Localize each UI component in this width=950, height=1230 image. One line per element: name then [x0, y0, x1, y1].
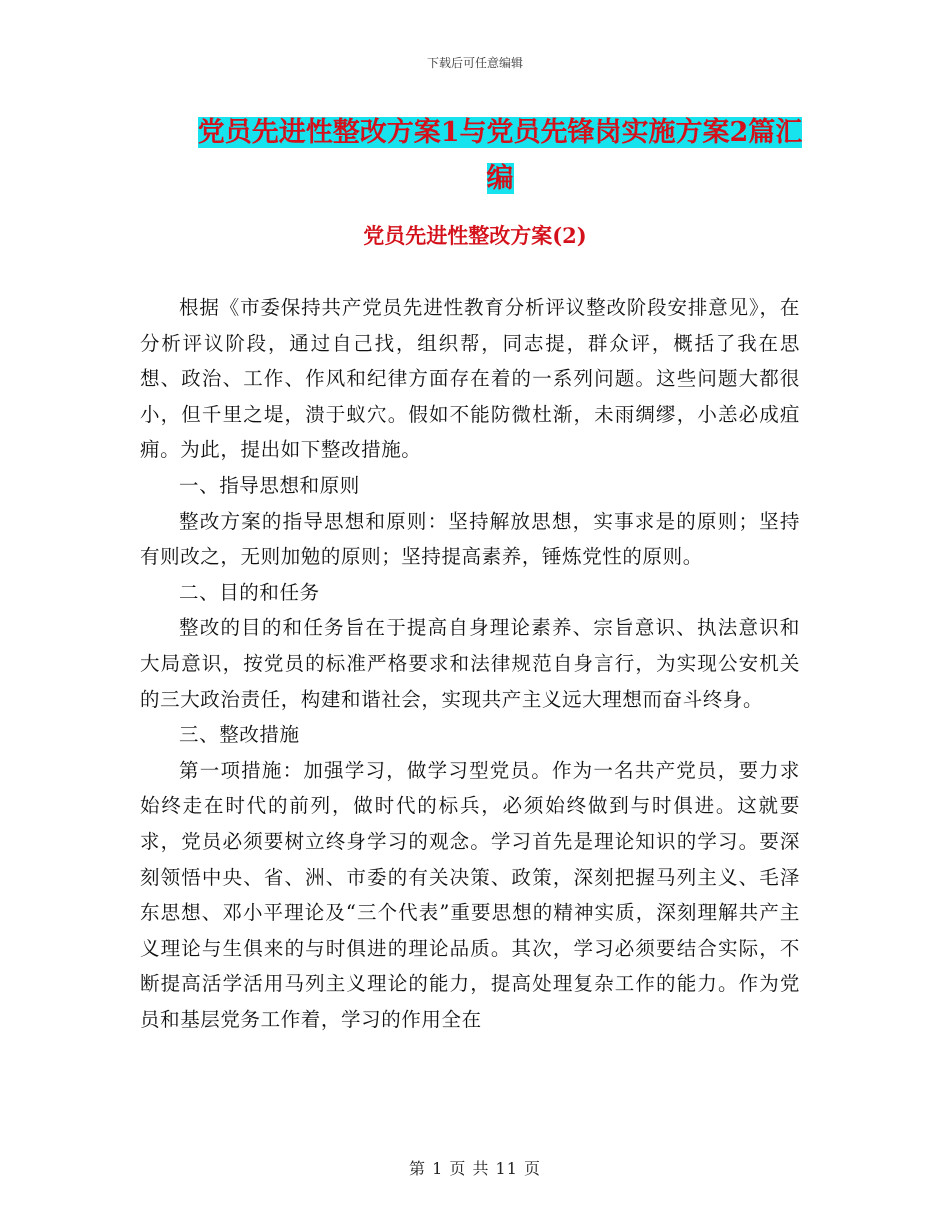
header-note: 下载后可任意编辑: [426, 56, 523, 70]
heading-measures: 三、整改措施: [179, 723, 300, 747]
document-title-line2: 编: [486, 163, 514, 194]
paragraph-guiding-principles: 整改方案的指导思想和原则：坚持解放思想，实事求是的原则；坚持有则改之，无则加勉的原则；坚持提高素养，锤炼党性的原则。: [140, 509, 800, 569]
paragraph-measure-one: 第一项措施：加强学习，做学习型党员。作为一名共产党员，要力求始终走在时代的前列，做时代的标兵，必须始终做到与时俱进。这就要求，党员必须要树立终身学习的观念。学习首先是理论知识的学习。要深刻领悟中央、省、洲、市委的有关决策、政策，深刻把握马列主义、毛泽东思想、邓小平理论及“三个代表”重要思想的精神实质，深刻理解共产主义理论与生俱来的与时俱进的理论品质。其次，学习必须要结合实际，不断提高活学活用马列主义理论的能力，提高处理复杂工作的能力。作为党员和基层党务工作着，学习的作用全在: [140, 758, 800, 1031]
section-subtitle: 党员先进性整改方案(2): [363, 223, 587, 248]
document-title-line1: 党员先进性整改方案1与党员先锋岗实施方案2篇汇: [197, 117, 803, 148]
page-footer: 第 1 页 共 11 页: [409, 1159, 541, 1178]
heading-goals-tasks: 二、目的和任务: [179, 580, 320, 604]
paragraph-intro: 根据《市委保持共产党员先进性教育分析评议整改阶段安排意见》，在分析评议阶段，通过自己找，组织帮，同志提，群众评，概括了我在思想、政治、工作、作风和纪律方面存在着的一系列问题。这些问题大都很小，但千里之堤，溃于蚁穴。假如不能防微杜渐，未雨绸缪，小恙必成疽痈。为此，提出如下整改措施。: [140, 296, 800, 462]
heading-guiding-principles: 一、指导思想和原则: [179, 473, 360, 497]
paragraph-goals-tasks: 整改的目的和任务旨在于提高自身理论素养、宗旨意识、执法意识和大局意识，按党员的标准严格要求和法律规范自身言行，为实现公安机关的三大政治责任，构建和谐社会，实现共产主义远大理想而奋斗终身。: [140, 616, 800, 711]
document-body: [140, 290, 800, 1037]
document-title: [185, 110, 815, 202]
